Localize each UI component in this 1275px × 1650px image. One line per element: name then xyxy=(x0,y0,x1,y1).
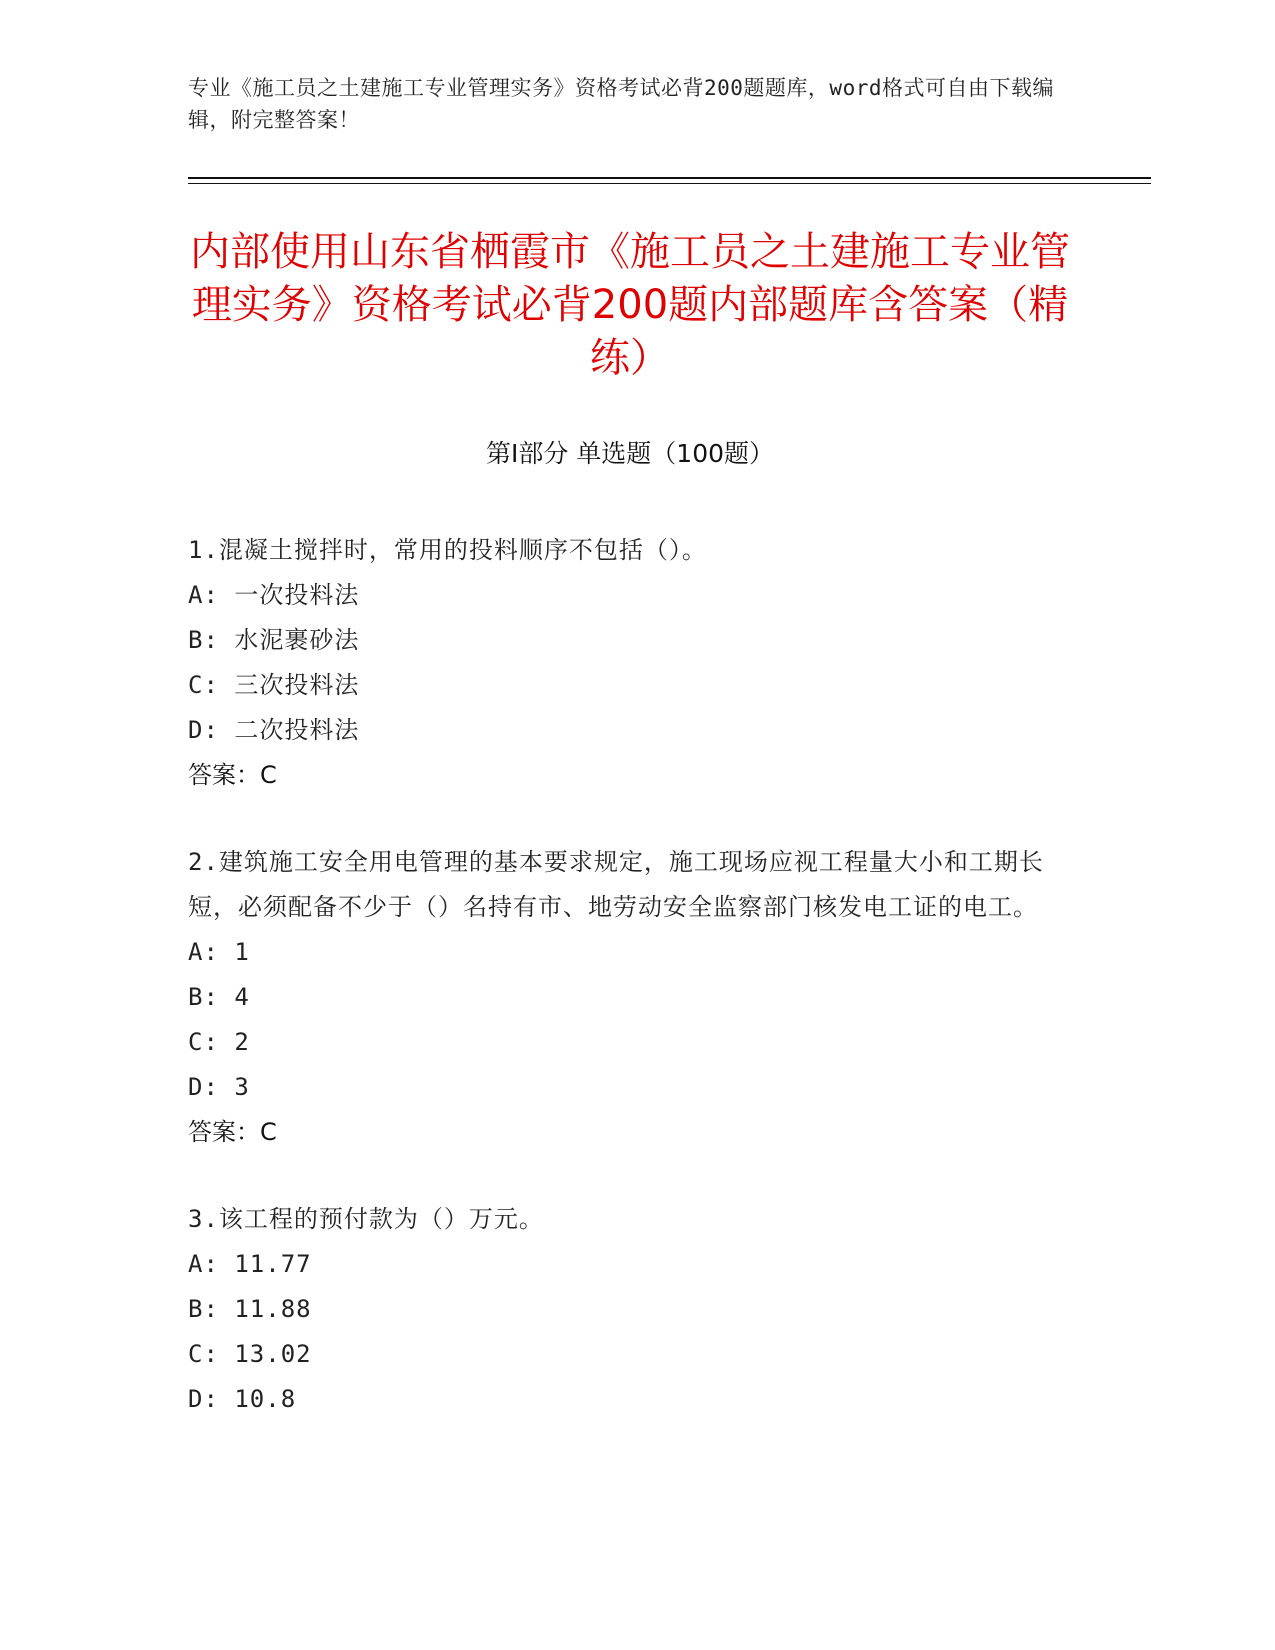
option-c: C: 三次投料法 xyxy=(188,671,360,699)
question-text: 1.混凝土搅拌时，常用的投料顺序不包括（）。 xyxy=(188,536,707,564)
question-item xyxy=(188,840,1068,1155)
header-divider-thick xyxy=(188,177,1151,179)
answer-text: 答案：C xyxy=(188,761,277,789)
option-d: D: 10.8 xyxy=(188,1385,297,1413)
option-d: D: 二次投料法 xyxy=(188,716,360,744)
header-note: 专业《施工员之土建施工专业管理实务》资格考试必背200题题库，word格式可自由下载编辑，附完整答案！ xyxy=(188,76,1054,132)
option-b: B: 11.88 xyxy=(188,1295,312,1323)
option-c: C: 13.02 xyxy=(188,1340,312,1368)
answer-text: 答案：C xyxy=(188,1118,277,1146)
option-b: B: 4 xyxy=(188,983,250,1011)
option-d: D: 3 xyxy=(188,1073,250,1101)
document-title: 内部使用山东省栖霞市《施工员之土建施工专业管理实务》资格考试必背200题内部题库含答案（精练） xyxy=(190,229,1070,381)
section-heading: 第Ⅰ部分 单选题（100题） xyxy=(485,439,775,468)
option-b: B: 水泥裹砂法 xyxy=(188,626,360,654)
question-item xyxy=(188,528,1068,798)
option-c: C: 2 xyxy=(188,1028,250,1056)
question-list xyxy=(188,528,1068,1464)
header-divider-thin xyxy=(188,183,1151,184)
question-item xyxy=(188,1197,1068,1422)
question-text: 2.建筑施工安全用电管理的基本要求规定，施工现场应视工程量大小和工期长短，必须配备不少于（）名持有市、地劳动安全监察部门核发电工证的电工。 xyxy=(188,848,1044,921)
option-a: A: 一次投料法 xyxy=(188,581,360,609)
option-a: A: 11.77 xyxy=(188,1250,312,1278)
option-a: A: 1 xyxy=(188,938,250,966)
question-text: 3.该工程的预付款为（）万元。 xyxy=(188,1205,544,1233)
